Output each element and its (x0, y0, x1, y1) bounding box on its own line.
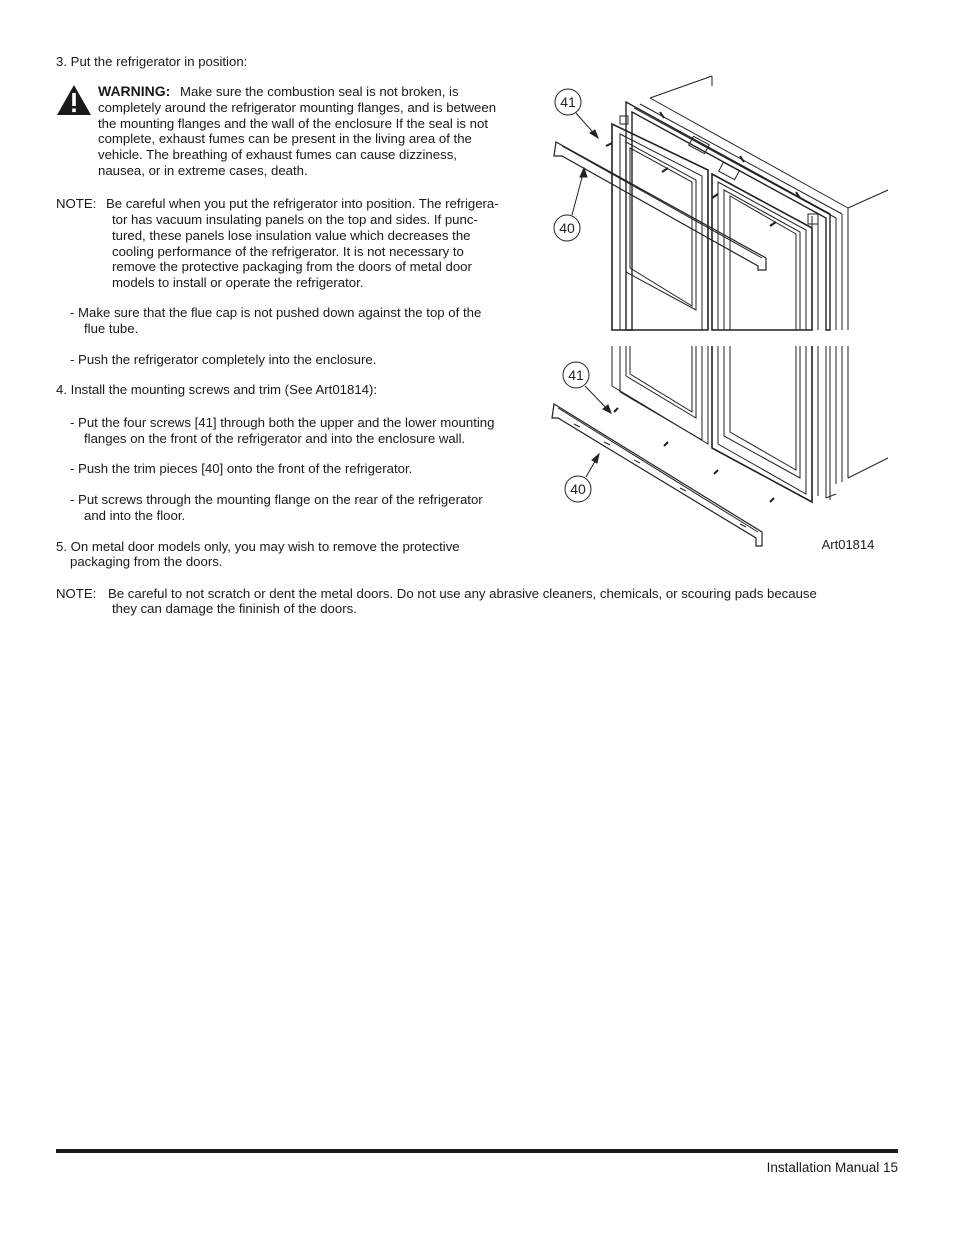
step-4-heading: 4. Install the mounting screws and trim (See Art01814): (56, 382, 378, 397)
bullet-rear-screws-cont: and into the floor. (84, 508, 186, 523)
page-footer: Installation Manual 15 (766, 1160, 898, 1175)
warning-title: WARNING: (98, 83, 171, 99)
note-1-first-line: Be careful when you put the refrigerator into position. The refrigera- (106, 196, 499, 211)
note-2-label: NOTE: (56, 586, 97, 601)
warning-icon (56, 84, 92, 116)
note-2-line-1: Be careful to not scratch or dent the metal doors. Do not use any abrasive cleaners, chemicals, or scouring pads because (108, 586, 817, 601)
callout-41-top-label: 41 (560, 94, 576, 110)
callout-40-top-label: 40 (559, 220, 575, 236)
bullet-trim-pieces: - Push the trim pieces [40] onto the front of the refrigerator. (70, 461, 413, 476)
bullet-flue-cap: - Make sure that the flue cap is not pushed down against the top of the (70, 305, 482, 320)
note-1-body (112, 212, 534, 291)
bottom-view (552, 346, 888, 546)
note-1-line: tor has vacuum insulating panels on the top and sides. If punc- (112, 212, 478, 227)
footer-rule (56, 1149, 898, 1153)
bullet-flue-cap-cont: flue tube. (84, 321, 139, 336)
step-5-line-2: packaging from the doors. (70, 554, 223, 569)
note-1-line: models to install or operate the refrigerator. (112, 275, 364, 291)
note-1-line: tured, these panels lose insulation value which decreases the (112, 227, 471, 243)
bullet-four-screws: - Put the four screws [41] through both the upper and the lower mounting (70, 415, 495, 430)
note-1-line: cooling performance of the refrigerator. It is not necessary to (112, 243, 464, 259)
bullet-rear-screws: - Put screws through the mounting flange on the rear of the refrigerator (70, 492, 483, 507)
note-2-line-2: they can damage the fininish of the doors. (112, 601, 357, 616)
step-3-heading: 3. Put the refrigerator in position: (56, 54, 248, 69)
warning-line: the mounting flanges and the wall of the enclosure If the seal is not (98, 115, 489, 131)
top-view (554, 76, 888, 330)
note-1-label: NOTE: (56, 196, 97, 211)
callout-41-bottom-label: 41 (568, 367, 584, 383)
warning-line: vehicle. The breathing of exhaust fumes can cause dizziness, (98, 147, 457, 163)
warning-text (98, 84, 538, 179)
art-id: Art01814 (821, 537, 875, 552)
warning-line: nausea, or in extreme cases, death. (98, 162, 308, 178)
warning-line: Make sure the combustion seal is not broken, is (180, 84, 459, 99)
step-5-line-1: 5. On metal door models only, you may wish to remove the protective (56, 539, 460, 554)
warning-line: completely around the refrigerator mounting flanges, and is between (98, 99, 497, 115)
refrigerator-installation-figure (540, 70, 900, 560)
callout-40-bottom-label: 40 (570, 481, 586, 497)
note-1-line: remove the protective packaging from the doors of metal door (112, 259, 472, 275)
warning-line: complete, exhaust fumes can be present in the living area of the (98, 131, 472, 147)
bullet-four-screws-cont: flanges on the front of the refrigerator and into the enclosure wall. (84, 431, 466, 446)
bullet-push-refrigerator: - Push the refrigerator completely into the enclosure. (70, 352, 377, 367)
